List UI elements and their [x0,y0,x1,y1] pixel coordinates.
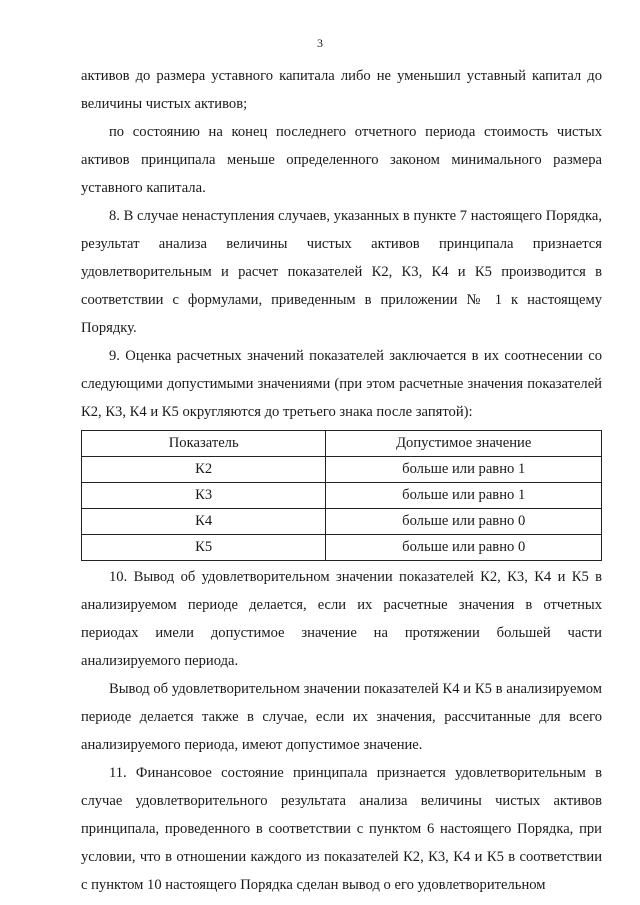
table-row [82,535,602,561]
page-number: 3 [317,36,323,50]
table-cell-allowed-value: больше или равно 1 [326,483,602,509]
document-body [81,62,602,899]
paragraph-net-assets-minimum: по состоянию на конец последнего отчетного периода стоимость чистых активов принципала меньше определенного законом минимального размера уставного капитала. [81,124,602,196]
paragraph-assets-continuation: активов до размера уставного капитала либо не уменьшил уставный капитал до величины чистых активов; [81,68,602,112]
table-cell-indicator: К5 [82,535,326,561]
paragraph-clause-10-k4-k5: Вывод об удовлетворительном значении показателей К4 и К5 в анализируемом периоде делается также в случае, если их значения, рассчитанные для всего анализируемого периода, имеют допустимое значение. [81,681,602,753]
table-header-allowed-value: Допустимое значение [326,431,602,457]
table-cell-indicator: К3 [82,483,326,509]
paragraph-clause-9: 9. Оценка расчетных значений показателей заключается в их соотнесении со следующими допустимыми значениями (при этом расчетные значения показателей К2, К3, К4 и К5 округляются до третьего знака после запятой): [81,348,602,420]
table-cell-allowed-value: больше или равно 1 [326,457,602,483]
table-header-row [82,431,602,457]
table-header-indicator: Показатель [82,431,326,457]
table-row [82,457,602,483]
table-row [82,483,602,509]
paragraph-clause-8: 8. В случае ненаступления случаев, указанных в пункте 7 настоящего Порядка, результат анализа величины чистых активов принципала признается удовлетворительным и расчет показателей К2, К3, К4 и К5 производится в соответствии с формулами, приведенным в приложении № 1 к настоящему Порядку. [81,208,602,336]
paragraph-clause-10: 10. Вывод об удовлетворительном значении показателей К2, К3, К4 и К5 в анализируемом периоде делается, если их расчетные значения в отчетных периодах имели допустимое значение на протяжении большей части анализируемого периода. [81,569,602,669]
table-cell-indicator: К4 [82,509,326,535]
table-cell-indicator: К2 [82,457,326,483]
table-cell-allowed-value: больше или равно 0 [326,535,602,561]
paragraph-clause-11: 11. Финансовое состояние принципала признается удовлетворительным в случае удовлетворительного результата анализа величины чистых активов принципала, проведенного в соответствии с пунктом 6 настоящего Порядка, при условии, что в отношении каждого из показателей К2, К3, К4 и К5 в соответствии с пунктом 10 настоящего Порядка сделан вывод о его удовлетворительном [81,765,602,893]
table-cell-allowed-value: больше или равно 0 [326,509,602,535]
table-row [82,509,602,535]
indicators-table [81,430,602,561]
